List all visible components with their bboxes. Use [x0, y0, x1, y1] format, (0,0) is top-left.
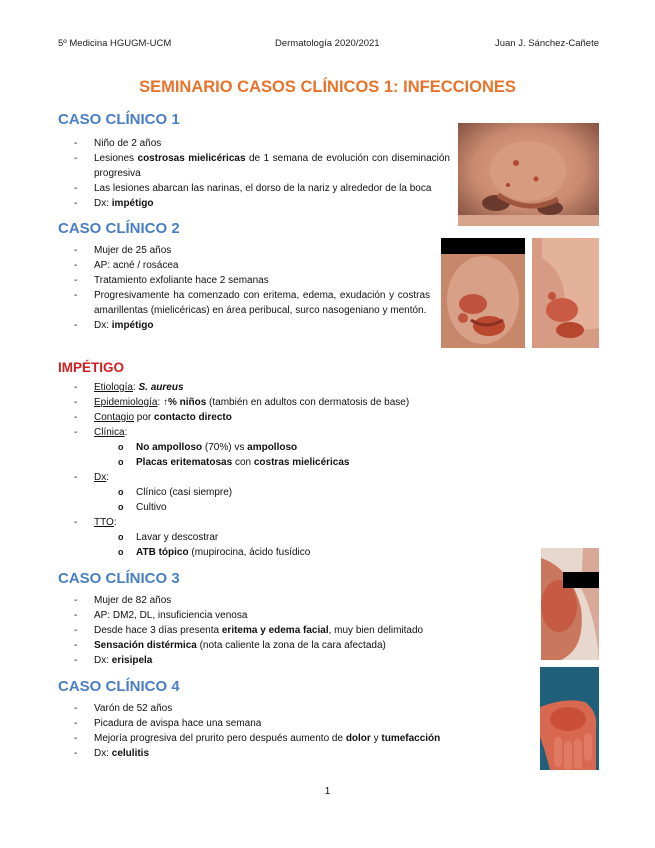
case1-item3: Las lesiones abarcan las narinas, el dorso de la nariz y alrededor de la boca — [94, 183, 432, 194]
bold-text: eritema y edema facial — [221, 625, 329, 636]
list-item — [74, 608, 514, 623]
list-item — [74, 288, 430, 318]
text: y — [370, 733, 382, 744]
nose-impetigo-photo — [458, 123, 599, 226]
bold-text: contacto directo — [154, 412, 232, 423]
list-item — [74, 455, 494, 470]
bold-text: costras mielicéricas — [253, 457, 350, 468]
sep: : — [157, 397, 163, 408]
text: de 1 semana de evolución con diseminación progresiva — [94, 153, 450, 179]
impetigo-list — [74, 380, 494, 560]
label: Clínica — [94, 427, 125, 438]
bold-text: ampolloso — [247, 442, 298, 453]
nose-side-impetigo-photo — [532, 238, 599, 348]
label: TTO — [94, 517, 114, 528]
case3-list — [74, 593, 514, 668]
text: Dx: — [94, 198, 112, 209]
sep: : — [124, 427, 128, 438]
list-item — [74, 530, 494, 545]
case1-heading: CASO CLÍNICO 1 — [58, 111, 180, 128]
bold-text: Sensación distérmica — [94, 640, 197, 651]
text: Desde hace 3 días presenta — [94, 625, 222, 636]
list-item — [74, 701, 504, 716]
case1-item1: Niño de 2 años — [94, 138, 162, 149]
bold-text: costrosas mielicéricas — [137, 153, 246, 164]
text: Mejoría progresiva del prurito pero después aumento de — [94, 733, 346, 744]
text: Lesiones — [94, 153, 138, 164]
face-impetigo-photo — [441, 238, 525, 348]
list-item — [74, 380, 494, 395]
list-item — [74, 395, 494, 410]
diagnosis: impétigo — [111, 198, 154, 209]
list-item — [74, 746, 504, 761]
case3-heading: CASO CLÍNICO 3 — [58, 570, 180, 587]
case4-item2: Picadura de avispa hace una semana — [94, 718, 262, 729]
text: (70%) vs — [202, 442, 248, 453]
text: Dx: — [94, 655, 112, 666]
text: Dx: — [94, 748, 112, 759]
list-item — [74, 623, 514, 638]
case2-item3: Tratamiento exfoliante hace 2 semanas — [94, 275, 269, 286]
text: (nota caliente la zona de la cara afectada) — [196, 640, 386, 651]
bold-text: No ampolloso — [136, 442, 203, 453]
list-item — [74, 500, 494, 515]
bold-text: tumefacción — [381, 733, 441, 744]
page-number: 1 — [324, 786, 331, 797]
list-item — [74, 318, 430, 333]
list-item — [74, 410, 494, 425]
list-item — [74, 545, 494, 560]
diagnosis: erisipela — [111, 655, 153, 666]
list-item — [74, 731, 504, 746]
list-item — [74, 638, 514, 653]
label: Etiología — [94, 382, 133, 393]
text: , muy bien delimitado — [328, 625, 424, 636]
case2-item4: Progresivamente ha comenzado con eritema, edema, exudación y costras amarillentas (mielicéricas) en área peribucal, surco nasogeniano y mentón. — [94, 290, 430, 316]
etiology-value: S. aureus — [138, 382, 184, 393]
case3-item1: Mujer de 82 años — [94, 595, 172, 606]
hand-cellulitis-photo — [540, 667, 599, 770]
list-item — [74, 151, 450, 181]
sep: : — [106, 472, 110, 483]
bold-text: Placas eritematosas — [136, 457, 233, 468]
bold-text: dolor — [345, 733, 371, 744]
list-item — [74, 243, 430, 258]
list-item — [74, 716, 504, 731]
text: Dx: — [94, 320, 112, 331]
sep: : — [113, 517, 117, 528]
label: Contagio — [94, 412, 135, 423]
list-item — [74, 593, 514, 608]
text: (también en adultos con dermatosis de base) — [206, 397, 410, 408]
diagnosis: impétigo — [111, 320, 154, 331]
case3-item2: AP: DM2, DL, insuficiencia venosa — [94, 610, 248, 621]
case4-item1: Varón de 52 años — [94, 703, 173, 714]
bold-text: ↑% niños — [162, 397, 207, 408]
header-center: Dermatología 2020/2021 — [275, 38, 380, 49]
case4-list — [74, 701, 504, 761]
list-item — [74, 485, 494, 500]
sep: : — [132, 382, 139, 393]
header-left: 5º Medicina HGUGM-UCM — [58, 38, 172, 49]
text: Cultivo — [136, 502, 167, 513]
list-item — [74, 653, 514, 668]
list-item — [74, 273, 430, 288]
text: (mupirocina, ácido fusídico — [188, 547, 311, 558]
case2-list — [74, 243, 430, 333]
text: con — [232, 457, 254, 468]
list-item — [74, 440, 494, 455]
list-item — [74, 515, 494, 530]
text: Lavar y descostrar — [136, 532, 219, 543]
label: Epidemiología — [94, 397, 158, 408]
list-item — [74, 196, 450, 211]
case4-heading: CASO CLÍNICO 4 — [58, 678, 180, 695]
header-right: Juan J. Sánchez-Cañete — [494, 38, 599, 49]
face-erysipelas-photo — [541, 548, 599, 660]
text: por — [134, 412, 155, 423]
case2-item2: AP: acné / rosácea — [94, 260, 179, 271]
case2-heading: CASO CLÍNICO 2 — [58, 220, 180, 237]
list-item — [74, 425, 494, 440]
impetigo-heading: IMPÉTIGO — [58, 360, 125, 375]
list-item — [74, 258, 430, 273]
bold-text: ATB tópico — [136, 547, 189, 558]
list-item — [74, 470, 494, 485]
list-item — [74, 181, 450, 196]
page-title: SEMINARIO CASOS CLÍNICOS 1: INFECCIONES — [139, 78, 516, 96]
list-item — [74, 136, 450, 151]
diagnosis: celulitis — [111, 748, 150, 759]
text: Clínico (casi siempre) — [136, 487, 233, 498]
label: Dx — [94, 472, 107, 483]
case2-item1: Mujer de 25 años — [94, 245, 172, 256]
case1-list — [74, 136, 450, 211]
